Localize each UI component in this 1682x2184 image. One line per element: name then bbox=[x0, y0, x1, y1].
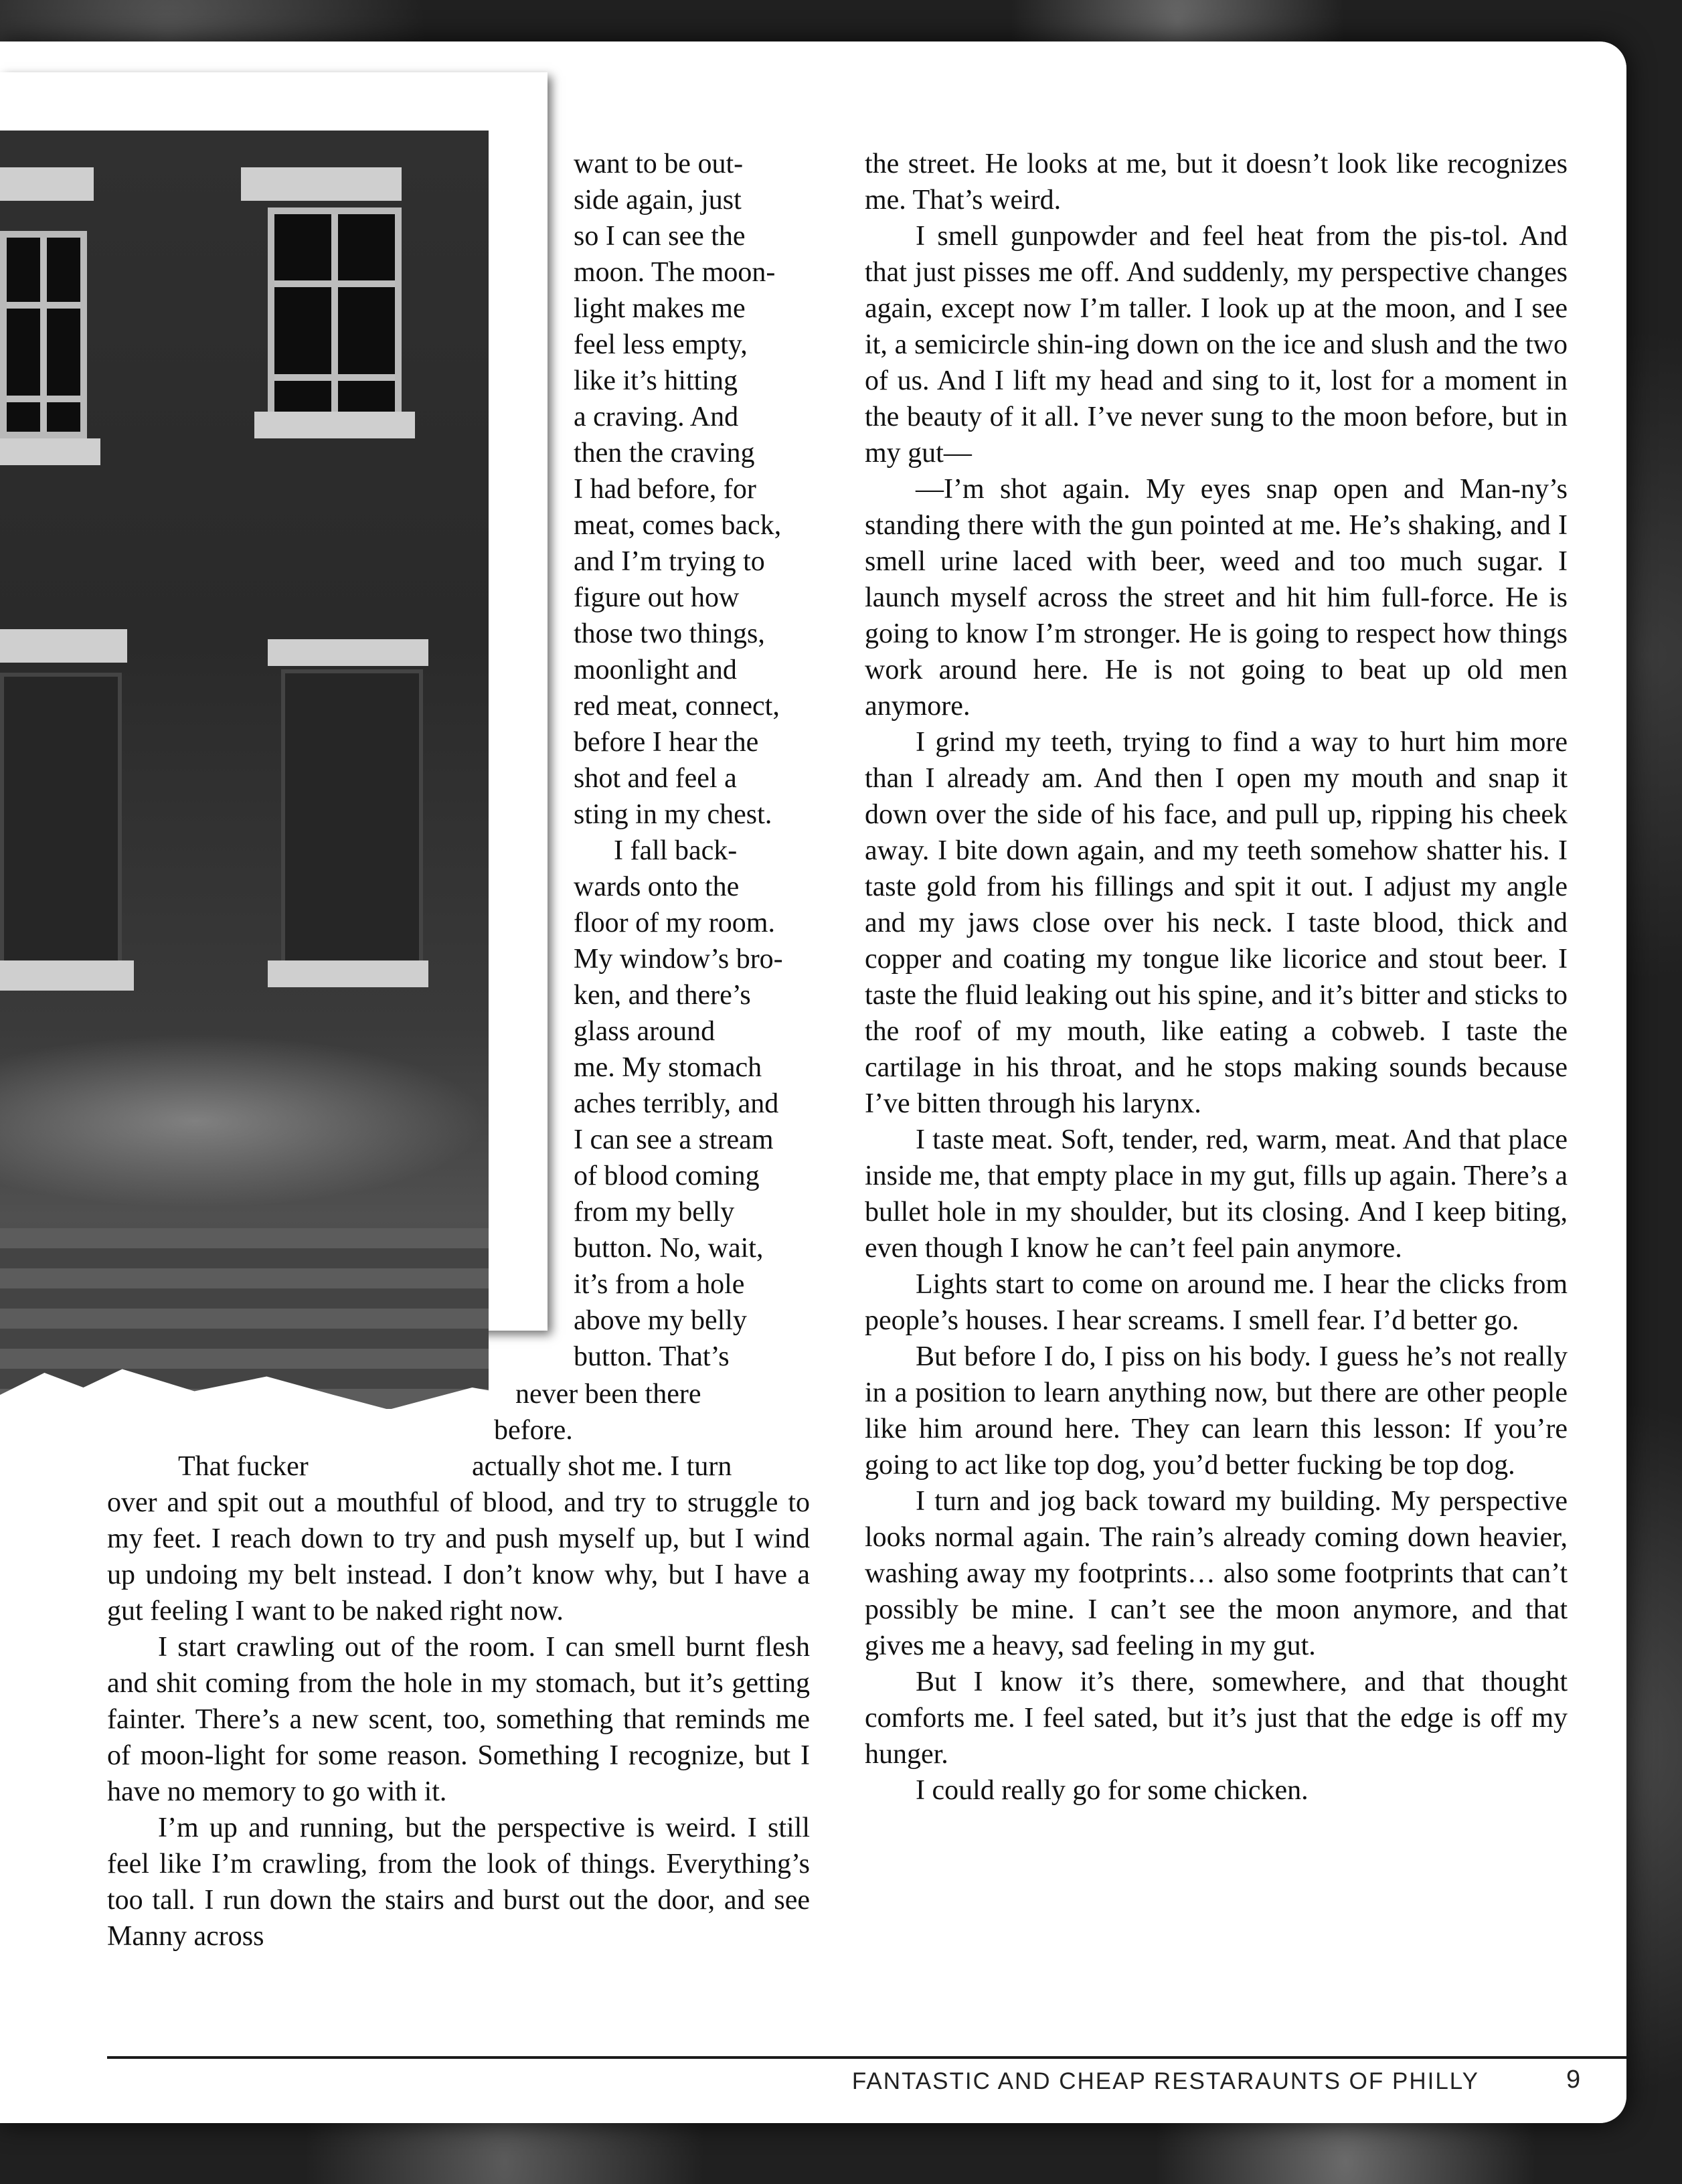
text-line: a craving. And bbox=[574, 402, 739, 432]
window-sill bbox=[0, 438, 100, 465]
text-line: light makes me bbox=[574, 293, 746, 324]
text-line: sting in my chest. bbox=[574, 799, 772, 830]
text-line: moonlight and bbox=[574, 655, 737, 685]
wrap-line bbox=[494, 1412, 573, 1448]
paragraph: I could really go for some chicken. bbox=[916, 1775, 1309, 1806]
wrap-line bbox=[178, 1448, 309, 1485]
text-line: wards onto the bbox=[574, 871, 740, 902]
paragraph: But before I do, I piss on his body. I guess he’s not really in a position to learn anything now, but there are other people like him around here. They can learn this lesson: If you’re going to act like top dog, you’d better fucking be top dog. bbox=[865, 1341, 1568, 1481]
text-line: shot and feel a bbox=[574, 763, 737, 794]
running-title: FANTASTIC AND CHEAP RESTARAUNTS OF PHILLY bbox=[851, 2068, 1479, 2094]
window-lintel bbox=[268, 639, 428, 666]
paragraph: I turn and jog back toward my building. My perspective looks normal again. The rain’s already coming down heavier, washing away my footprints… also some footprints that can’t possibly be mine. I can’t see the moon anymore, and that gives me a heavy, sad feeling in my gut. bbox=[865, 1486, 1568, 1661]
paragraph: I grind my teeth, trying to find a way to hurt him more than I already am. And then I open my mouth and snap it down over the side of his face, and pull up, ripping his cheek away. I bite down again, and my teeth somehow shatter his. I taste gold from his fillings and spit it out. I adjust my angle and my jaws close over his neck. I taste blood, thick and copper and coating my tongue like licorice and stout beer. I taste the fluid leaking out his spine, and it’s bitter and sticks to the roof of my mouth, like eating a cobweb. I taste the cartilage in his throat, and he stops making sounds because I’ve bitten through his larynx. bbox=[865, 727, 1568, 1119]
text-line: like it’s hitting bbox=[574, 365, 738, 396]
window-lintel bbox=[0, 167, 94, 201]
text-line: then the craving bbox=[574, 438, 755, 469]
text-line: actually shot me. I turn bbox=[472, 1451, 732, 1482]
text-line: of blood coming bbox=[574, 1161, 760, 1191]
window-sill bbox=[254, 412, 415, 438]
boarded-window bbox=[281, 669, 423, 972]
paragraph: But I know it’s there, somewhere, and that thought comforts me. I feel sated, but it’s just that the edge is off my hunger. bbox=[865, 1667, 1568, 1770]
paragraph: over and spit out a mouthful of blood, and try to struggle to my feet. I reach down to try and push myself up, but I wind up undoing my belt instead. I don’t know why, but I have a gut feeling I want to be naked right now. bbox=[107, 1487, 810, 1626]
text-line: before. bbox=[494, 1415, 573, 1446]
text-line: ken, and there’s bbox=[574, 980, 751, 1011]
text-line: I had before, for bbox=[574, 474, 756, 505]
window bbox=[0, 231, 87, 438]
text-line: feel less empty, bbox=[574, 329, 748, 360]
paragraph: Lights start to come on around me. I hear the clicks from people’s houses. I hear screams. I smell fear. I’d better go. bbox=[865, 1269, 1568, 1336]
text-line: meat, comes back, bbox=[574, 510, 782, 541]
text-line: and I’m trying to bbox=[574, 546, 765, 577]
text-line: it’s from a hole bbox=[574, 1269, 745, 1300]
text-line: those two things, bbox=[574, 618, 765, 649]
paragraph: I taste meat. Soft, tender, red, warm, meat. And that place inside me, that empty place in my gut, fills up again. There’s a bullet hole in my shoulder, but its closing. And I keep biting, even though I know he can’t feel pain anymore. bbox=[865, 1124, 1568, 1264]
text-line: side again, just bbox=[574, 185, 742, 216]
wrap-line bbox=[472, 1448, 732, 1485]
text-line: glass around bbox=[574, 1016, 716, 1047]
window-sill bbox=[0, 960, 134, 991]
text-line: floor of my room. bbox=[574, 908, 775, 938]
window-sill bbox=[268, 960, 428, 987]
paragraph: —I’m shot again. My eyes snap open and Man-ny’s standing there with the gun pointed at me. He’s shaking, and I smell urine laced with beer, weed and too much sugar. I launch myself across the street and hit him full-force. He is going to know I’m stronger. He is going to respect how things work around here. He is not going to beat up old men anymore. bbox=[865, 474, 1568, 722]
text-line: red meat, connect, bbox=[574, 691, 780, 722]
text-line: My window’s bro- bbox=[574, 944, 783, 975]
text-line: before I hear the bbox=[574, 727, 759, 758]
text-line: me. My stomach bbox=[574, 1052, 762, 1083]
paragraph: I’m up and running, but the perspective is weird. I still feel like I’m crawling, from the look of things. Everything’s too tall. I run down the stairs and burst out the door, and see Manny across bbox=[107, 1813, 810, 1952]
text-line: from my belly bbox=[574, 1197, 735, 1228]
paragraph: I smell gunpowder and feel heat from the pis-tol. And that just pisses me off. And suddenly, my perspective changes again, except now I’m taller. I look up at the moon, and I see it, a semicircle shin-ing down on the ice and slush and the two of us. And I lift my head and sing to it, lost for a moment in the beauty of it all. I’ve never sung to the moon before, but in my gut— bbox=[865, 221, 1568, 469]
paragraph: the street. He looks at me, but it doesn’t look like recognizes me. That’s weird. bbox=[865, 149, 1568, 216]
text-line: figure out how bbox=[574, 582, 740, 613]
text-line: moon. The moon- bbox=[574, 257, 776, 288]
window-lintel bbox=[0, 629, 127, 663]
photo-fog bbox=[0, 1034, 489, 1208]
text-line: button. That’s bbox=[574, 1341, 730, 1372]
footer-rule bbox=[107, 2056, 1626, 2059]
building-photo bbox=[0, 131, 489, 1409]
boarded-window bbox=[0, 673, 122, 975]
text-line: That fucker bbox=[178, 1451, 309, 1482]
text-line: I fall back- bbox=[614, 835, 738, 866]
text-line: above my belly bbox=[574, 1305, 747, 1336]
window-lintel bbox=[241, 167, 402, 201]
text-line: aches terribly, and bbox=[574, 1088, 779, 1119]
text-line: button. No, wait, bbox=[574, 1233, 764, 1264]
page-number: 9 bbox=[1566, 2066, 1581, 2094]
left-column bbox=[107, 1485, 810, 1954]
right-column bbox=[865, 146, 1568, 1809]
window bbox=[268, 207, 402, 422]
wrap-line bbox=[515, 1376, 701, 1412]
text-line: never been there bbox=[515, 1379, 701, 1410]
narrow-text-column bbox=[574, 146, 831, 1375]
text-line: so I can see the bbox=[574, 221, 746, 252]
paragraph: I start crawling out of the room. I can smell burnt flesh and shit coming from the hole in my stomach, but it’s getting fainter. There’s a new scent, too, something that reminds me of moon-light for some reason. Something I recognize, but I have no memory to go with it. bbox=[107, 1632, 810, 1807]
text-line: want to be out- bbox=[574, 149, 744, 179]
text-line: I can see a stream bbox=[574, 1124, 774, 1155]
